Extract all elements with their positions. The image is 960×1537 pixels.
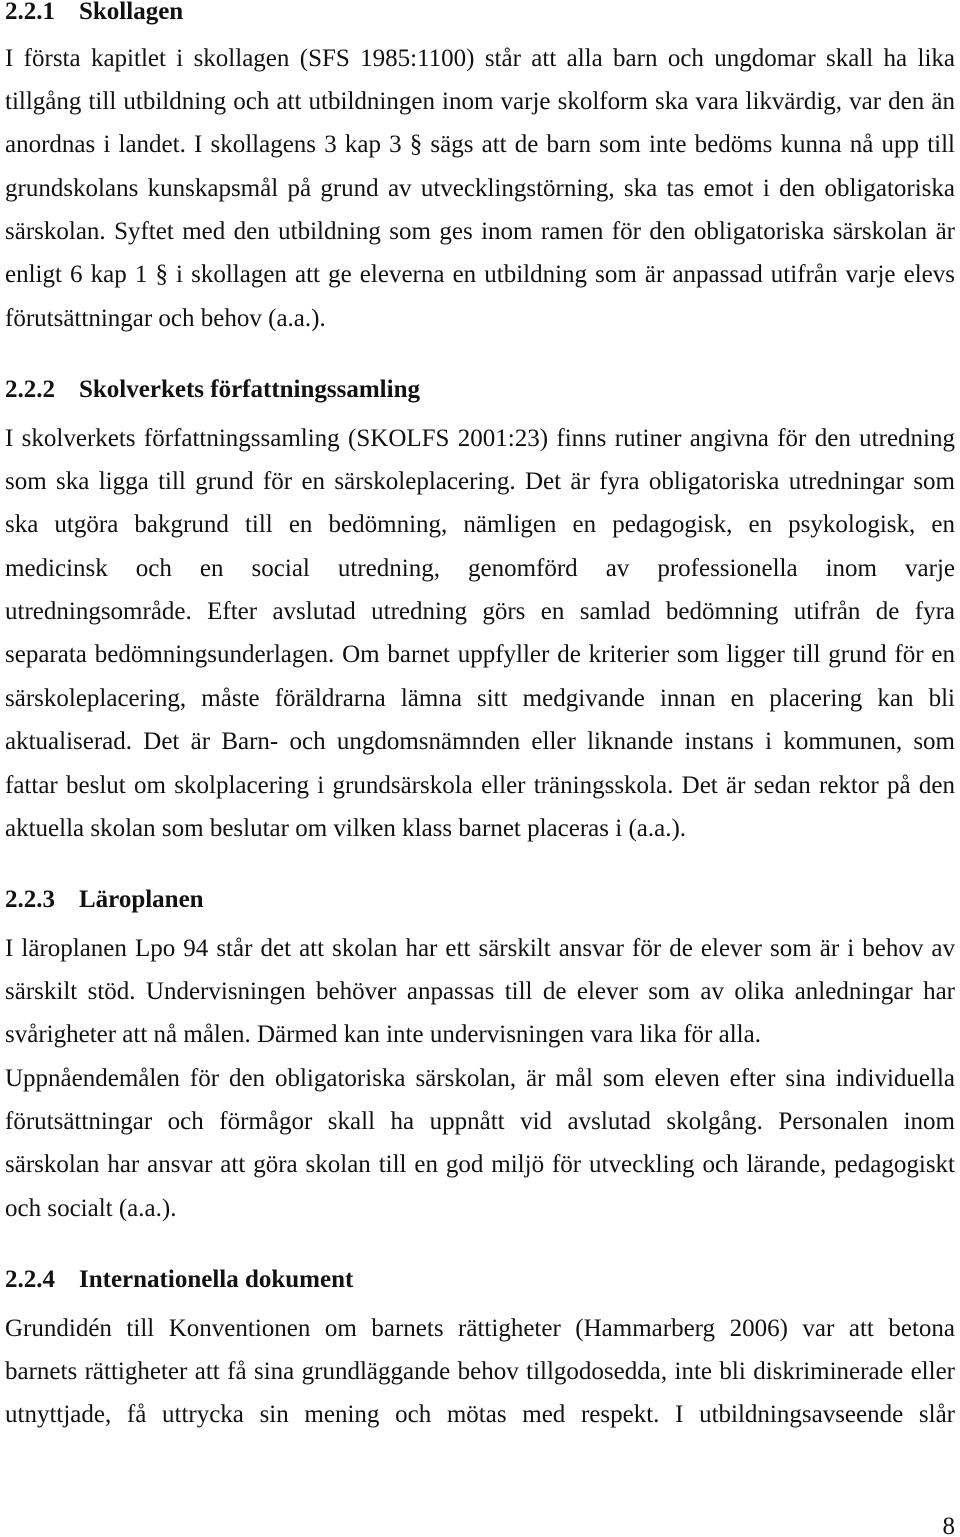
paragraph-line: Uppnåendemålen för den obligatoriska särskolan, är mål som eleven efter sina individuella <box>5 1064 955 1092</box>
section-number: 2.2.1 <box>5 0 55 25</box>
paragraph <box>5 1307 955 1437</box>
paragraph-line: aktuella skolan som beslutar om vilken klass barnet placeras i (a.a.). <box>5 815 687 843</box>
paragraph-line: fattar beslut om skolplacering i grundsärskola eller träningsskola. Det är sedan rektor på den <box>5 771 955 799</box>
paragraph-line: utnyttjade, få uttrycka sin mening och mötas med respekt. I utbildningsavseende slår <box>5 1401 955 1429</box>
section-heading <box>5 368 955 411</box>
section-body <box>5 1307 955 1437</box>
section-heading <box>5 0 955 24</box>
section-body <box>5 927 955 1231</box>
paragraph-line: särskolan. Syftet med den utbildning som ges inom ramen för den obligatoriska särskolan är <box>5 218 955 246</box>
paragraph-line: barnets rättigheter att få sina grundläggande behov tillgodosedda, inte bli diskriminerade eller <box>5 1357 955 1385</box>
page-number: 8 <box>942 1513 955 1537</box>
paragraph-line: Grundidén till Konventionen om barnets rättigheter (Hammarberg 2006) var att betona <box>5 1314 955 1342</box>
section-title: Internationella dokument <box>79 1266 354 1293</box>
section-body <box>5 37 955 341</box>
paragraph-line: I första kapitlet i skollagen (SFS 1985:1100) står att alla barn och ungdomar skall ha lika <box>5 44 955 72</box>
section-heading <box>5 1258 955 1301</box>
paragraph <box>5 37 955 341</box>
paragraph-line: förutsättningar och förmågor skall ha uppnått vid avslutad skolgång. Personalen inom <box>5 1108 955 1136</box>
section-heading <box>5 878 955 921</box>
paragraph-line: särskolan har ansvar att göra skolan till en god miljö för utveckling och lärande, pedagogiskt <box>5 1151 955 1179</box>
section-number: 2.2.2 <box>5 376 55 403</box>
paragraph <box>5 417 955 851</box>
paragraph-line: och socialt (a.a.). <box>5 1194 177 1222</box>
paragraph-line: tillgång till utbildning och att utbildningen inom varje skolform ska vara likvärdig, var den än <box>5 87 955 115</box>
paragraph-line: I läroplanen Lpo 94 står det att skolan har ett särskilt ansvar för de elever som är i behov av <box>5 934 955 962</box>
paragraph-line: medicinsk och en social utredning, genomförd av professionella inom varje <box>5 554 955 582</box>
paragraph <box>5 1057 955 1231</box>
section-title: Läroplanen <box>79 886 204 913</box>
paragraph-line: enligt 6 kap 1 § i skollagen att ge eleverna en utbildning som är anpassad utifrån varje elevs <box>5 261 955 289</box>
paragraph-line: I skolverkets författningssamling (SKOLFS 2001:23) finns rutiner angivna för den utredning <box>5 424 955 452</box>
section-body <box>5 417 955 851</box>
paragraph-line: ska utgöra bakgrund till en bedömning, nämligen en pedagogisk, en psykologisk, en <box>5 511 955 539</box>
paragraph <box>5 927 955 1057</box>
paragraph-line: grundskolans kunskapsmål på grund av utvecklingstörning, ska tas emot i den obligatoriska <box>5 174 955 202</box>
section-number: 2.2.4 <box>5 1266 55 1293</box>
paragraph-line: aktualiserad. Det är Barn- och ungdomsnämnden eller liknande instans i kommunen, som <box>5 728 955 756</box>
section-title: Skolverkets författningssamling <box>79 376 420 403</box>
paragraph-line: svårigheter att nå målen. Därmed kan inte undervisningen vara lika för alla. <box>5 1021 761 1049</box>
paragraph-line: separata bedömningsunderlagen. Om barnet uppfyller de kriterier som ligger till grund för en <box>5 641 955 669</box>
section-title: Skollagen <box>79 0 184 25</box>
paragraph-line: som ska ligga till grund för en särskoleplacering. Det är fyra obligatoriska utredningar som <box>5 467 955 495</box>
paragraph-line: utredningsområde. Efter avslutad utredning görs en samlad bedömning utifrån de fyra <box>5 598 955 626</box>
paragraph-line: anordnas i landet. I skollagens 3 kap 3 § sägs att de barn som inte bedöms kunna nå upp till <box>5 131 955 159</box>
paragraph-line: särskilt stöd. Undervisningen behöver anpassas till de elever som av olika anledningar har <box>5 977 955 1005</box>
paragraph-line: särskoleplacering, måste föräldrarna lämna sitt medgivande innan en placering kan bli <box>5 684 955 712</box>
paragraph-line: förutsättningar och behov (a.a.). <box>5 304 326 332</box>
section-number: 2.2.3 <box>5 886 55 913</box>
